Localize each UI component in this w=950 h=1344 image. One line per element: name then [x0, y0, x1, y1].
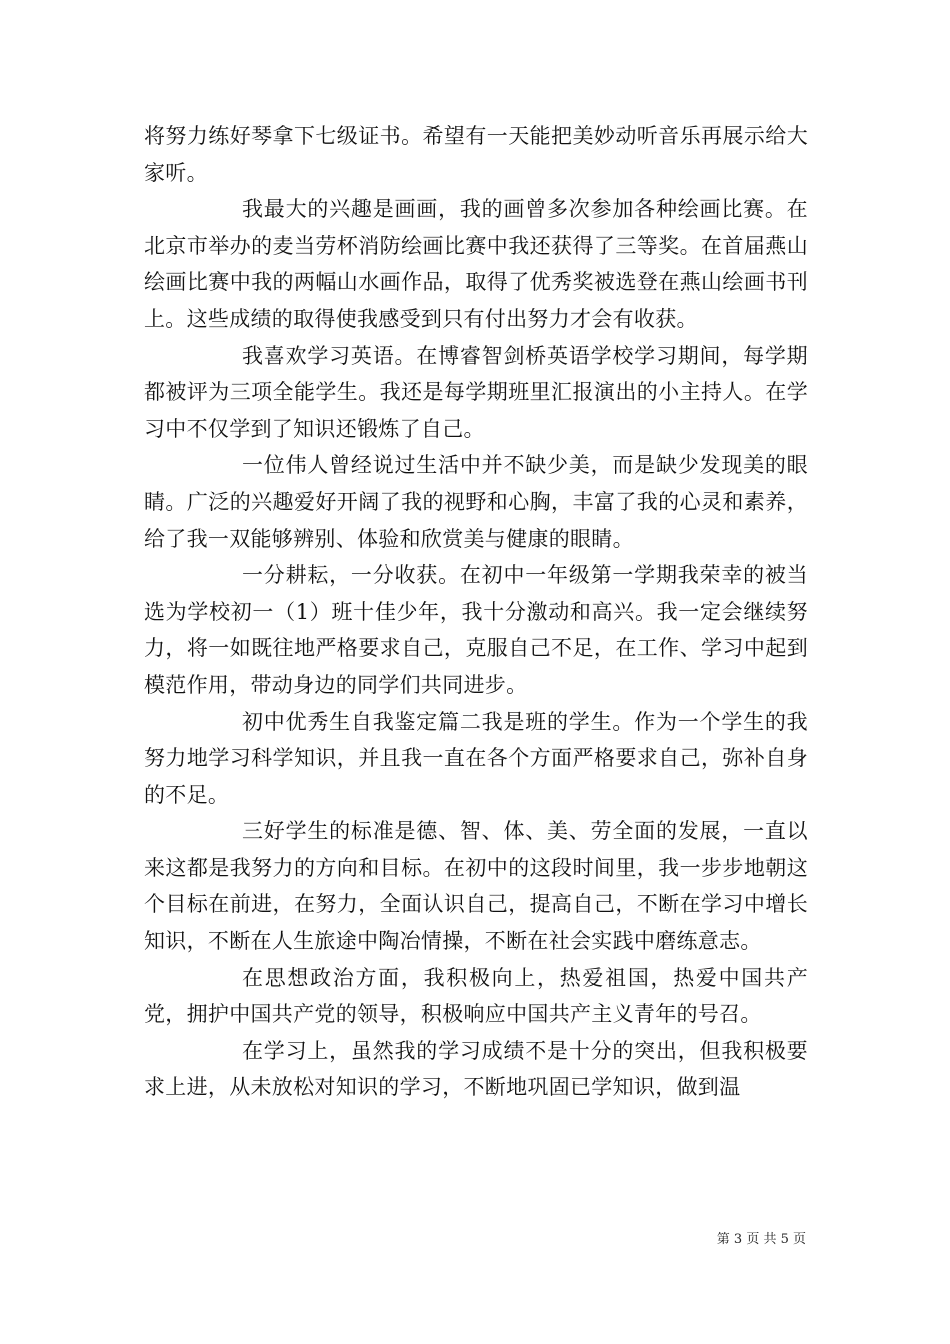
paragraph-finding-beauty: 一位伟人曾经说过生活中并不缺少美，而是缺少发现美的眼睛。广泛的兴趣爱好开阔了我的视野和心胸，丰富了我的心灵和素养，给了我一双能够辨别、体验和欣赏美与健康的眼睛。 [144, 453, 808, 551]
paragraph-self-assessment-2: 初中优秀生自我鉴定篇二我是班的学生。作为一个学生的我努力地学习科学知识，并且我一直在各个方面严格要求自己，弥补自身的不足。 [144, 709, 808, 807]
paragraph-drawing-hobby: 我最大的兴趣是画画，我的画曾多次参加各种绘画比赛。在北京市举办的麦当劳杯消防绘画比赛中我还获得了三等奖。在首届燕山绘画比赛中我的两幅山水画作品，取得了优秀奖被选登在燕山绘画书刊上。这些成绩的取得使我感受到只有付出努力才会有收获。 [144, 197, 808, 331]
paragraph-politics: 在思想政治方面，我积极向上，热爱祖国，热爱中国共产党，拥护中国共产党的领导，积极响应中国共产主义青年的号召。 [144, 965, 808, 1027]
paragraph-merit-student: 三好学生的标准是德、智、体、美、劳全面的发展，一直以来这都是我努力的方向和目标。在初中的这段时间里，我一步步地朝这个目标在前进，在努力，全面认识自己，提高自己，不断在学习中增长知识，不断在人生旅途中陶冶情操，不断在社会实践中磨练意志。 [144, 819, 808, 954]
paragraph-english-study: 我喜欢学习英语。在博睿智剑桥英语学校学习期间，每学期都被评为三项全能学生。我还是每学期班里汇报演出的小主持人。在学习中不仅学到了知识还锻炼了自己。 [144, 343, 808, 441]
page-number: 第 3 页 共 5 页 [716, 1232, 806, 1247]
paragraph-study: 在学习上，虽然我的学习成绩不是十分的突出，但我积极要求上进，从未放松对知识的学习，不断地巩固已学知识，做到温 [144, 1038, 808, 1100]
paragraph-continuation: 将努力练好琴拿下七级证书。希望有一天能把美妙动听音乐再展示给大家听。 [144, 124, 808, 185]
document-body [144, 118, 808, 1106]
paragraph-honor: 一分耕耘，一分收获。在初中一年级第一学期我荣幸的被当选为学校初一（1）班十佳少年，我十分激动和高兴。我一定会继续努力，将一如既往地严格要求自己，克服自己不足，在工作、学习中起到模范作用，带动身边的同学们共同进步。 [144, 563, 808, 697]
